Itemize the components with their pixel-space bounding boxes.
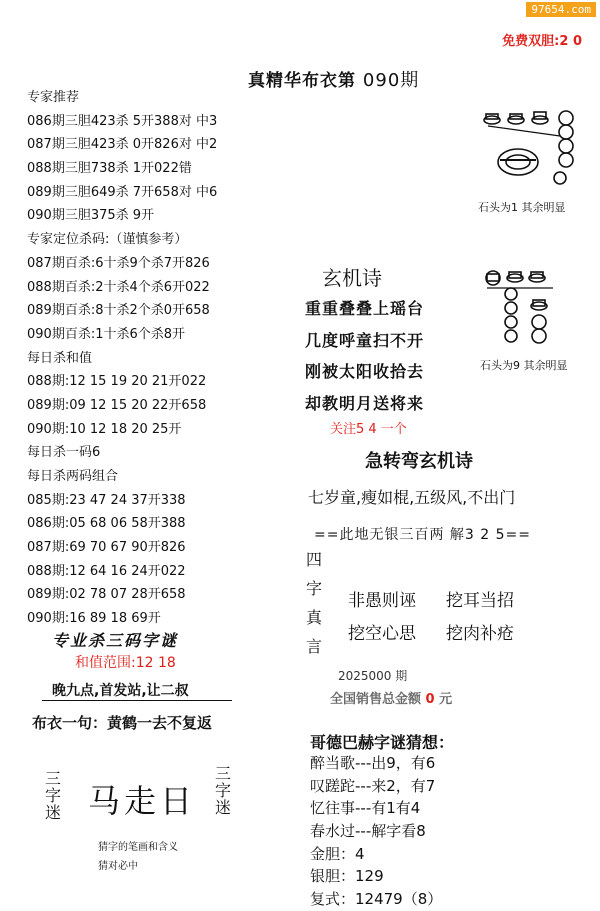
list-item: 090期百杀:1十杀6个杀8开 <box>27 326 186 342</box>
title-main: 真精华布衣第 <box>248 71 356 91</box>
page-title <box>248 66 419 92</box>
list-item: 每日杀两码组合 <box>27 469 119 484</box>
teaser-line: 七岁童,瘦如棍,五级风,不出门 <box>308 488 516 507</box>
free-pair-text: 免费双胆:2 0 <box>502 34 582 49</box>
list-item: 每日杀一码6 <box>27 445 101 461</box>
list-item: 086期:05 68 06 58开388 <box>27 516 186 532</box>
issue-number: 2025000 期 <box>338 669 408 683</box>
riddle-main: 马走日 <box>88 782 197 820</box>
list-item: 089期三胆649杀 7开658对 中6 <box>27 184 218 200</box>
site-watermark[interactable]: 97654.com <box>526 2 596 17</box>
poem-line: 刚被太阳收拾去 <box>305 362 425 381</box>
list-item: 087期百杀:6十杀9个杀7开826 <box>27 255 210 271</box>
teaser-title: 急转弯玄机诗 <box>365 451 473 472</box>
goldbach-list <box>310 752 442 911</box>
riddle-note-1: 猜字的笔画和含义 <box>98 842 178 853</box>
list-item: 叹蹉跎---来2，有7 <box>310 776 436 795</box>
poem-line: 几度呼童扫不开 <box>305 331 425 350</box>
list-item: 089期:02 78 07 28开658 <box>27 587 186 603</box>
phrase: 挖空心思 <box>348 624 416 644</box>
list-item: 090期三胆375杀 9开 <box>27 208 155 224</box>
list-item: 089期百杀:8十杀2个杀0开658 <box>27 303 210 319</box>
sales-value: 0 <box>425 692 435 707</box>
phrase: 挖耳当招 <box>446 591 514 611</box>
list-item: 086期三胆423杀 5开388对 中3 <box>27 113 218 129</box>
sales-unit: 元 <box>439 692 453 707</box>
riddle-left-tag: 三字迷 <box>44 769 61 822</box>
list-item: 087期三胆423杀 0开826对 中2 <box>27 137 218 153</box>
sales-total <box>330 688 452 707</box>
poem-line: 却教明月送将来 <box>305 394 425 413</box>
hezhi-range: 和值范围:12 18 <box>75 655 176 671</box>
list-item: 085期:23 47 24 37开338 <box>27 492 186 508</box>
stone-puzzle-2-image <box>483 268 563 350</box>
list-item: 专家定位杀码:（谨慎参考） <box>27 232 188 248</box>
list-item: 每日杀和值 <box>27 350 93 366</box>
sizi-tag: 四字真言 <box>306 550 323 656</box>
list-item: 089期:09 12 15 20 22开658 <box>27 397 207 413</box>
stone-caption-2: 石头为9 其余明显 <box>480 359 568 372</box>
list-item: 复式：12479（8） <box>310 890 443 909</box>
list-item: 专家推荐 <box>27 90 80 105</box>
list-item: 090期:10 12 18 20 25开 <box>27 421 182 437</box>
list-item: 醉当歌---出9，有6 <box>310 754 436 772</box>
list-item: 087期:69 70 67 90开826 <box>27 540 186 556</box>
stone-puzzle-1-image <box>480 108 580 194</box>
stone-caption-1: 石头为1 其余明显 <box>478 201 566 214</box>
list-item: 088期百杀:2十杀4个杀6开022 <box>27 279 210 295</box>
phrase: 挖肉补疮 <box>446 624 514 644</box>
poem-tip: 关注5 4 一个 <box>330 422 407 437</box>
cidi-line: ==此地无银三百两 解3 2 5== <box>314 527 531 543</box>
list-item: 088期:12 64 16 24开022 <box>27 563 186 579</box>
list-item: 春水过---解字看8 <box>310 822 426 841</box>
divider <box>42 700 232 701</box>
zimi-title: 专业杀三码字谜 <box>52 631 179 650</box>
list-item: 088期三胆738杀 1开022错 <box>27 161 192 177</box>
buyi-line: 布衣一句：黄鹤一去不复返 <box>32 714 213 732</box>
list-item: 银胆：129 <box>310 867 384 886</box>
xuanji-title: 玄机诗 <box>322 266 382 290</box>
sales-label: 全国销售总金额 <box>330 692 422 707</box>
title-issue: 090期 <box>362 70 420 91</box>
poem-line: 重重叠叠上瑶台 <box>305 299 425 318</box>
expert-list <box>27 86 217 631</box>
goldbach-title: 哥德巴赫字谜猜想： <box>310 733 455 752</box>
riddle-right-tag: 三字迷 <box>214 764 231 817</box>
release-hint: 晚九点,首发站,让二叔 <box>52 683 189 699</box>
list-item: 忆往事---有1有4 <box>310 799 421 818</box>
list-item: 088期:12 15 19 20 21开022 <box>27 374 207 390</box>
phrase: 非愚则诬 <box>348 591 416 611</box>
list-item: 金胆：4 <box>310 844 365 863</box>
list-item: 090期:16 89 18 69开 <box>27 611 161 627</box>
riddle-note-2: 猜对必中 <box>98 861 138 872</box>
